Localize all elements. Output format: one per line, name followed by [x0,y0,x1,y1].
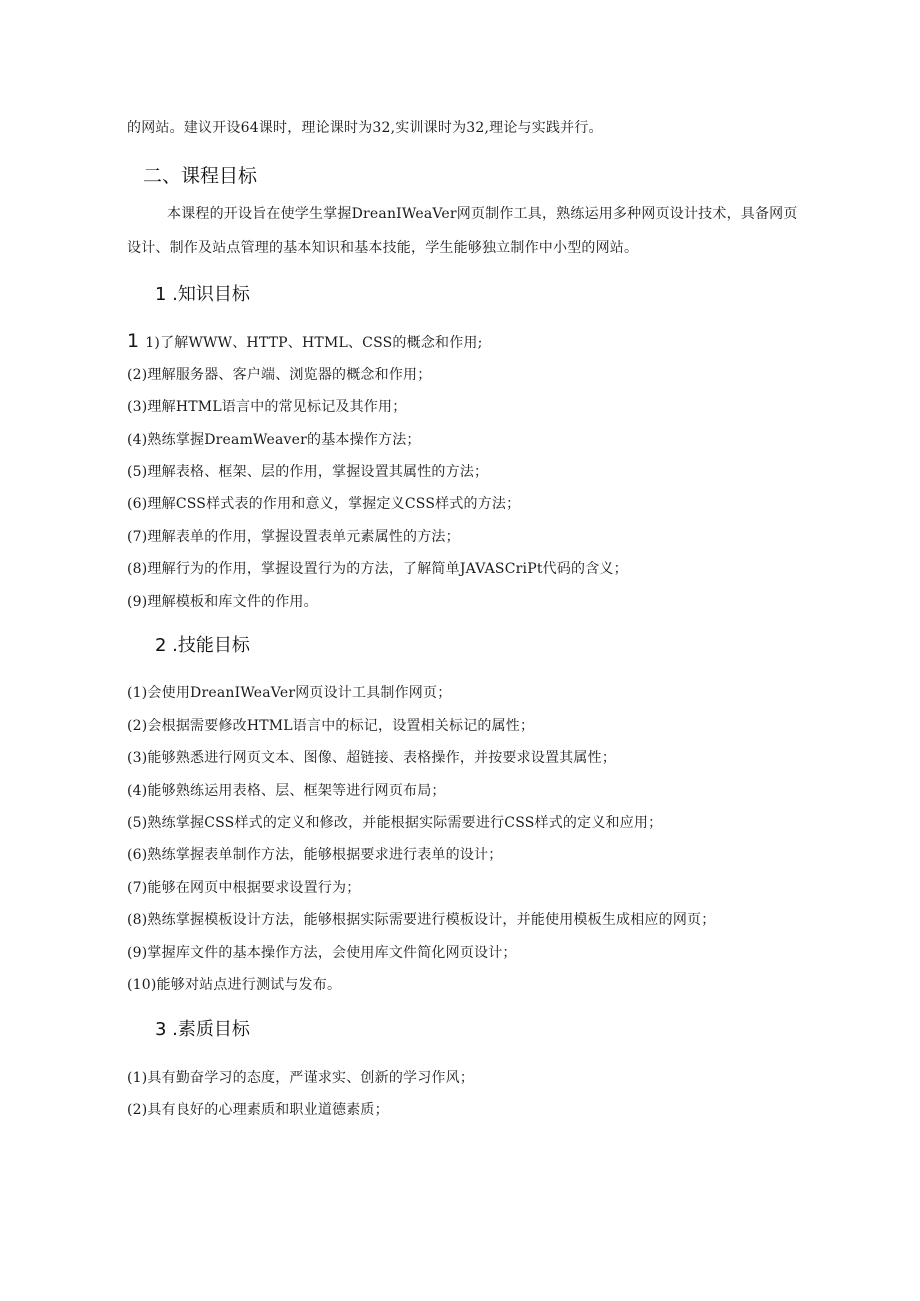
skill-item: (7)能够在网页中根据要求设置行为； [127,880,361,896]
skill-item: (1)会使用DreanIWeaVer网页设计工具制作网页； [127,685,452,701]
knowledge-item: (2)理解服务器、客户端、浏览器的概念和作用； [127,367,432,383]
subheading-knowledge-objectives: 1 .知识目标 [155,284,250,305]
knowledge-item: (9)理解模板和库文件的作用。 [127,594,318,610]
intro-tail-text: 的网站。建议开设64课时，理论课时为32,实训课时为32,理论与实践并行。 [127,120,603,136]
quality-item: (2)具有良好的心理素质和职业道德素质； [127,1102,389,1118]
knowledge-item-number: 1 [127,330,140,352]
knowledge-item: (3)理解HTML语言中的常见标记及其作用； [127,399,407,415]
knowledge-item [127,331,483,353]
skill-item: (5)熟练掌握CSS样式的定义和修改，并能根据实际需要进行CSS样式的定义和应用； [127,815,663,831]
objectives-paragraph-line-2: 设计、制作及站点管理的基本知识和基本技能，学生能够独立制作中小型的网站。 [127,240,639,256]
skill-item: (4)能够熟练运用表格、层、框架等进行网页布局； [127,783,446,799]
subheading-quality-objectives: 3 .素质目标 [155,1019,250,1040]
knowledge-item: (4)熟练掌握DreamWeaver的基本操作方法； [127,432,421,448]
skill-item: (3)能够熟悉进行网页文本、图像、超链接、表格操作，并按要求设置其属性； [127,750,617,766]
knowledge-item: (8)理解行为的作用，掌握设置行为的方法，了解简单JAVASCriPt代码的含义； [127,561,628,577]
skill-item: (8)熟练掌握模板设计方法，能够根据实际需要进行模板设计，并能使用模板生成相应的网页； [127,912,716,928]
knowledge-item: (5)理解表格、框架、层的作用，掌握设置其属性的方法； [127,464,489,480]
knowledge-item-text: 1)了解WWW、HTTP、HTML、CSS的概念和作用; [145,335,483,351]
subheading-skill-objectives: 2 .技能目标 [155,635,250,656]
section-heading-course-objectives: 二、课程目标 [143,165,258,187]
knowledge-item: (7)理解表单的作用，掌握设置表单元素属性的方法； [127,529,460,545]
knowledge-item: (6)理解CSS样式表的作用和意义，掌握定义CSS样式的方法； [127,496,521,512]
quality-item: (1)具有勤奋学习的态度，严谨求实、创新的学习作风； [127,1070,475,1086]
skill-item: (2)会根据需要修改HTML语言中的标记，设置相关标记的属性； [127,718,535,734]
skill-item: (9)掌握库文件的基本操作方法，会使用库文件简化网页设计； [127,945,517,961]
objectives-paragraph-line-1: 本课程的开设旨在使学生掌握DreanIWeaVer网页制作工具，熟练运用多种网页设计技术，具备网页 [167,206,798,222]
skill-item: (6)熟练掌握表单制作方法，能够根据要求进行表单的设计； [127,847,503,863]
skill-item: (10)能够对站点进行测试与发布。 [127,977,342,993]
